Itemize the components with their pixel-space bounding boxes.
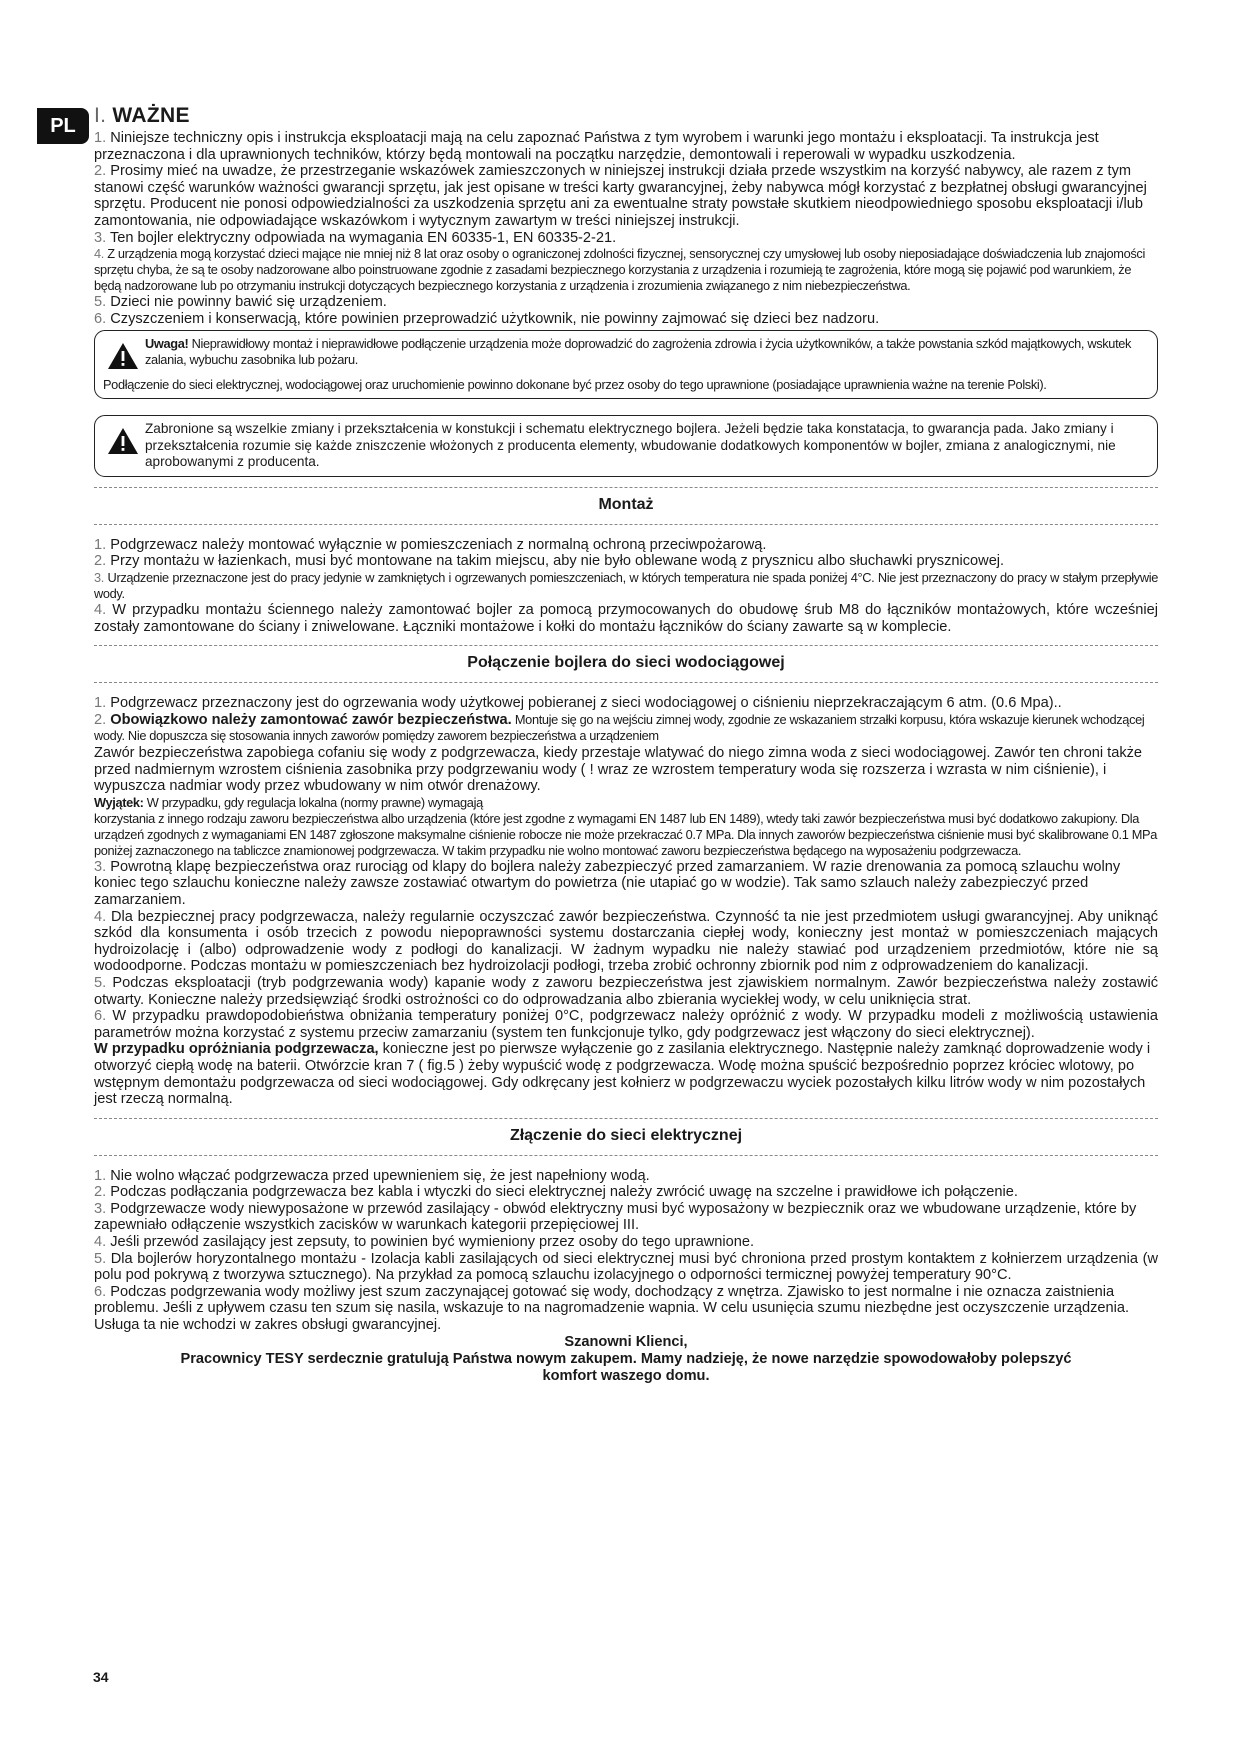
water-item-2-detail: Zawór bezpieczeństwa zapobiega cofaniu się wody z podgrzewacza, kiedy przestaje wlatywać do niego zimna woda z sieci wodociągowej. Zawór ten chroni także przed nadmiernym wzrostem ciśnienia zasobnika przy podgrzewaniu wody ( ! wraz ze wzrostem temperatury woda się rozszerza i wzrasta w nim ciśnienie), i wypuszcza nadmiar wody przez wbudowany w nim otwór drenażowy.: [94, 745, 1143, 795]
closing-greeting: Szanowni Klienci,: [564, 1333, 688, 1350]
electric-item-4: 4. Jeśli przewód zasilający jest zepsuty, to powinien być wymieniony przez osoby do tego uprawnione.: [94, 1234, 755, 1251]
electric-item-3: 3. Podgrzewacze wody niewyposażone w przewód zasilający - obwód elektryczny musi być wyposażony w bezpiecznik oraz we wbudowane urządzenie, które by zapewniało odłączenie wszystkich zacisków w warunkach kategorii przepięciowej III.: [94, 1200, 1137, 1234]
montaz-item-1: 1. Podgrzewacz należy montować wyłącznie w pomieszczeniach z normalną ochroną przeciwpożarową.: [94, 536, 767, 553]
intro-item-3: 3. Ten bojler elektryczny odpowiada na wymagania EN 60335-1, EN 60335-2-21.: [94, 229, 617, 246]
warning-text-1: Uwaga! Nieprawidłowy montaż i nieprawidłowe podłączenie urządzenia może doprowadzić do zagrożenia zdrowia i życia użytkowników, a także powstania szkód majątkowych, wskutek zalania, wybuchu zasobnika lub pożaru.: [145, 336, 1132, 368]
section-title-water: Połączenie bojlera do sieci wodociągowej: [467, 654, 785, 672]
montaz-item-4: 4. W przypadku montażu ściennego należy zamontować bojler za pomocą przymocowanych do obudowę śrub M8 do łączników montażowych, które wcześniej zostały zamontowane do ściany i zniwelowane. Łączniki montażowe i kołki do montażu łączników do ściany zawarte są w komplecie.: [94, 602, 1158, 635]
section-heading: [94, 104, 1158, 128]
water-item-1: 1. Podgrzewacz przeznaczony jest do ogrzewania wody użytkowej pobieranej z sieci wodociągowej o ciśnieniu nieprzekraczającym 6 atm. (0.6 Mpa)..: [94, 695, 1062, 712]
divider: [94, 524, 1158, 525]
divider: [94, 1155, 1158, 1156]
divider: [94, 645, 1158, 646]
warning-text-2: Podłączenie do sieci elektrycznej, wodociągowej oraz uruchomienie powinno dokonane być przez osoby do tego uprawnione (posiadające uprawnienia ważne na terenie Polski).: [103, 377, 1047, 393]
warning-box-2: [94, 415, 1158, 477]
montaz-item-2: 2. Przy montażu w łazienkach, musi być montowane na takim miejscu, aby nie było oblewane wodą z prysznicu albo słuchawki prysznicowej.: [94, 553, 1005, 570]
intro-item-6: 6. Czyszczeniem i konserwacją, które powinien przeprowadzić użytkownik, nie powinny zajmować się dzieci bez nadzoru.: [94, 310, 880, 327]
electric-item-5: 5. Dla bojlerów horyzontalnego montażu - Izolacja kabli zasilających od sieci elektrycznej musi być chroniona przed prostym kontaktem z kołnierzem urządzenia (w polu pod pokrywą z tworzywa sztucznego). Na przykład za pomocą szlauchu izolacyjnego o odporności termicznej powyżej temperatury 90°C.: [94, 1250, 1158, 1284]
intro-item-2: 2. Prosimy mieć na uwadze, że przestrzeganie wskazówek zamieszczonych w niniejszej instrukcji działa przede wszystkim na korzyść nabywcy, ale razem z tym stanowi część warunków ważności gwarancji sprzętu, jak jest opisane w treści karty gwarancyjnej, żeby nabywca mógł korzystać z bezpłatnej obsługi gwarancyjnej sprzętu. Producent nie ponosi odpowiedzialności za uszkodzenia sprzętu ani za ewentualne straty powstałe skutkiem nieodpowiedniego sposobu eksploatacji i/lub zamontowania, nie odpowiadające wskazówkom i wytycznym zawartym w treści niniejszej instrukcji.: [94, 163, 1147, 229]
closing-message-end: komfort waszego domu.: [542, 1367, 710, 1384]
water-item-6: 6. W przypadku prawdopodobieństwa obniżania temperatury poniżej 0°C, podgrzewacz należy opróżnić z wody. W przypadku modeli z możliwością ustawienia parametrów można korzystać z systemu przeciw zamarzaniu (system ten funkcjonuje tylko, gdy podgrzewacz jest włączony do sieci elektrycznej).: [94, 1008, 1158, 1041]
heading-roman: I.: [94, 104, 107, 127]
montaz-item-3: 3. Urządzenie przeznaczone jest do pracy jedynie w zamkniętych i ogrzewanych pomieszczeniach, w których temperatura nie spada poniżej 4°C. Nie jest przeznaczony do pracy w stałym przepływie wody.: [94, 570, 1158, 602]
section-title-montaz: Montaż: [598, 495, 654, 513]
divider: [94, 1118, 1158, 1119]
water-draining: W przypadku opróżniania podgrzewacza, konieczne jest po pierwsze wyłączenie go z zasilania elektrycznego. Następnie należy zamknąć doprowadzenie wody i otworzyć ciepłą wodę na baterii. Otwórzcie kran 7 ( fig.5 ) żeby wypuścić wodę z podgrzewacza. Wodę można spuścić bezpośrednio poprzez króciec wlotowy, po wstępnym demontażu podgrzewacza od sieci wodociągowej. Gdy odkręcany jest kołnierz w podgrzewaczu wyciek pozostałych kilku litrów wody w nim pozostałych jest rzeczą normalną.: [94, 1041, 1151, 1108]
section-title-electric: Złączenie do sieci elektrycznej: [509, 1126, 743, 1144]
warning-text-3: Zabronione są wszelkie zmiany i przekształcenia w konstukcji i schematu elektrycznego bojlera. Jeżeli będzie taka konstatacja, to gwarancja pada. Jako zmiany i przekształcenia rozumie się każde zniszczenie włożonych z producenta elementy, wbudowanie dodatkowych komponentów w bojler, zmiana z analogicznymi, nie aprobowanymi z producenta.: [145, 421, 1116, 470]
warning-box-1: [94, 330, 1158, 399]
page-content: [94, 104, 1158, 1385]
divider: [94, 682, 1158, 683]
language-tab: PL: [37, 108, 89, 144]
warning-triangle-icon: [107, 427, 139, 455]
closing-message: Pracownicy TESY serdecznie gratulują Państwa nowym zakupem. Mamy nadzieję, że nowe narzędzie spowodowałoby polepszyć: [180, 1350, 1072, 1367]
electric-item-6: 6. Podczas podgrzewania wody możliwy jest szum zaczynającej gotować się wody, dochodzący z wnętrza. Zjawisko to jest normalne i nie oznacza zaistnienia problemu. Jeśli z upływem czasu ten szum się nasila, wskazuje to na nagromadzenie wapnia. W celu usunięcia szumu niezbędne jest oczyszczenie urządzenia. Usługa ta nie wchodzi w zakres obsługi gwarancyjnej.: [94, 1283, 1130, 1334]
intro-item-4: 4. Z urządzenia mogą korzystać dzieci mające nie mniej niż 8 lat oraz osoby o ograniczonej zdolności fizycznej, sensorycznej czy umysłowej lub osoby nieposiadające doświadczenia lub znajomości sprzętu chyba, że są te osoby nadzorowane albo poinstruowane zgodnie z zasadami bezpiecznego korzystania z urządzenia i rozumieją te zagrożenia, które mogą się pojawić pod warunkiem, że będą nadzorowane lub po otrzymaniu instrukcji dotyczących bezpiecznego korzystania z urządzenia i zrozumienia związanego z nim niebezpieczeństwa.: [94, 246, 1145, 294]
electric-item-2: 2. Podczas podłączania podgrzewacza bez kabla i wtyczki do sieci elektrycznej należy zwrócić uwagę na szczelne i prawidłowe ich połączenie.: [94, 1184, 1018, 1201]
water-item-4: 4. Dla bezpiecznej pracy podgrzewacza, należy regularnie oczyszczać zawór bezpieczeństwa. Czynność ta nie jest przedmiotem usługi gwarancyjnej. Aby uniknąć szkód dla konsumenta i osób trzecich z powodu niepoprawności systemu dostarczania ciepłej wody, konieczny jest montaż w pomieszczeniach mających hydroizolację i (albo) odprowadzenie wody z podłogi do kanalizacji. W żadnym wypadku nie należy stawiać pod urządzeniem przedmiotów, które nie są wodoodporne. Podczas montażu w pomieszczeniach bez hydroizolacji podłogi, trzeba zrobić ochronny zbiornik pod nim z odprowadzeniem do kanalizacji.: [94, 908, 1158, 975]
heading-title: WAŻNE: [112, 104, 190, 127]
water-item-2: 2. Obowiązkowo należy zamontować zawór bezpieczeństwa. Montuje się go na wejściu zimnej wody, zgodnie ze wskazaniem strzałki korpusu, która wskazuje kierunek wchodzącej wody. Nie dopuszcza się stosowania innych zaworów pomiędzy zaworem bezpieczeństwa a urządzeniem: [94, 711, 1145, 744]
water-exception-detail: korzystania z innego rodzaju zaworu bezpieczeństwa albo urządzenia (które jest zgodne z wymagami EN 1487 lub EN 1489), wtedy taki zawór bezpieczeństwa musi być dodatkowo zakupiony. Dla urządzeń zgodnych z wymaganiami EN 1487 zgłoszone maksymalne ciśnienie robocze nie może przekraczać 0.7 MPa. Dla innych zaworów bezpieczeństwa ciśnienie musi być skalibrowane 0.1 MPa poniżej zaznaczonego na tabliczce znamionowej podgrzewacza. W takim przypadku nie wolno montować zaworu bezpieczeństwa będącego na wyposażeniu podgrzewacza.: [94, 810, 1157, 858]
electric-item-1: 1. Nie wolno włączać podgrzewacza przed upewnieniem się, że jest napełniony wodą.: [94, 1167, 650, 1184]
warning-triangle-icon: [107, 342, 139, 370]
page-number: 34: [93, 1669, 109, 1685]
intro-item-1: 1. Niniejsze techniczny opis i instrukcja eksploatacji mają na celu zapoznać Państwa z tym wyrobem i warunki jego montażu i eksploatacji. Ta instrukcja jest przeznaczona i dla uprawnionych techników, którzy będą montowali na początku narzędzie, demontowali i reperowali w wypadku uszkodzenia.: [94, 130, 1099, 163]
water-item-3: 3. Powrotną klapę bezpieczeństwa oraz rurociąg od klapy do bojlera należy zabezpieczyć przed zamarzaniem. W razie drenowania za pomocą szlauchu wolny koniec tego szlauchu konieczne należy zawsze zostawiać otwartym do powietrza (nie utapiać go w wodzie). Tak samo szlauch należy zabezpieczyć przed zamarzaniem.: [94, 858, 1121, 908]
water-exception: Wyjątek: W przypadku, gdy regulacja lokalna (normy prawne) wymagają: [94, 794, 483, 810]
divider: [94, 487, 1158, 488]
intro-item-5: 5. Dzieci nie powinny bawić się urządzeniem.: [94, 294, 387, 311]
water-item-5: 5. Podczas eksploatacji (tryb podgrzewania wody) kapanie wody z zaworu bezpieczeństwa jest zjawiskiem normalnym. Zawór bezpieczeństwa należy zostawić otwarty. Konieczne należy przedsięwziąć środki ostrożności co do odprowadzania albo zbierania wyciekłej wody, w celu uniknięcia strat.: [94, 974, 1158, 1008]
